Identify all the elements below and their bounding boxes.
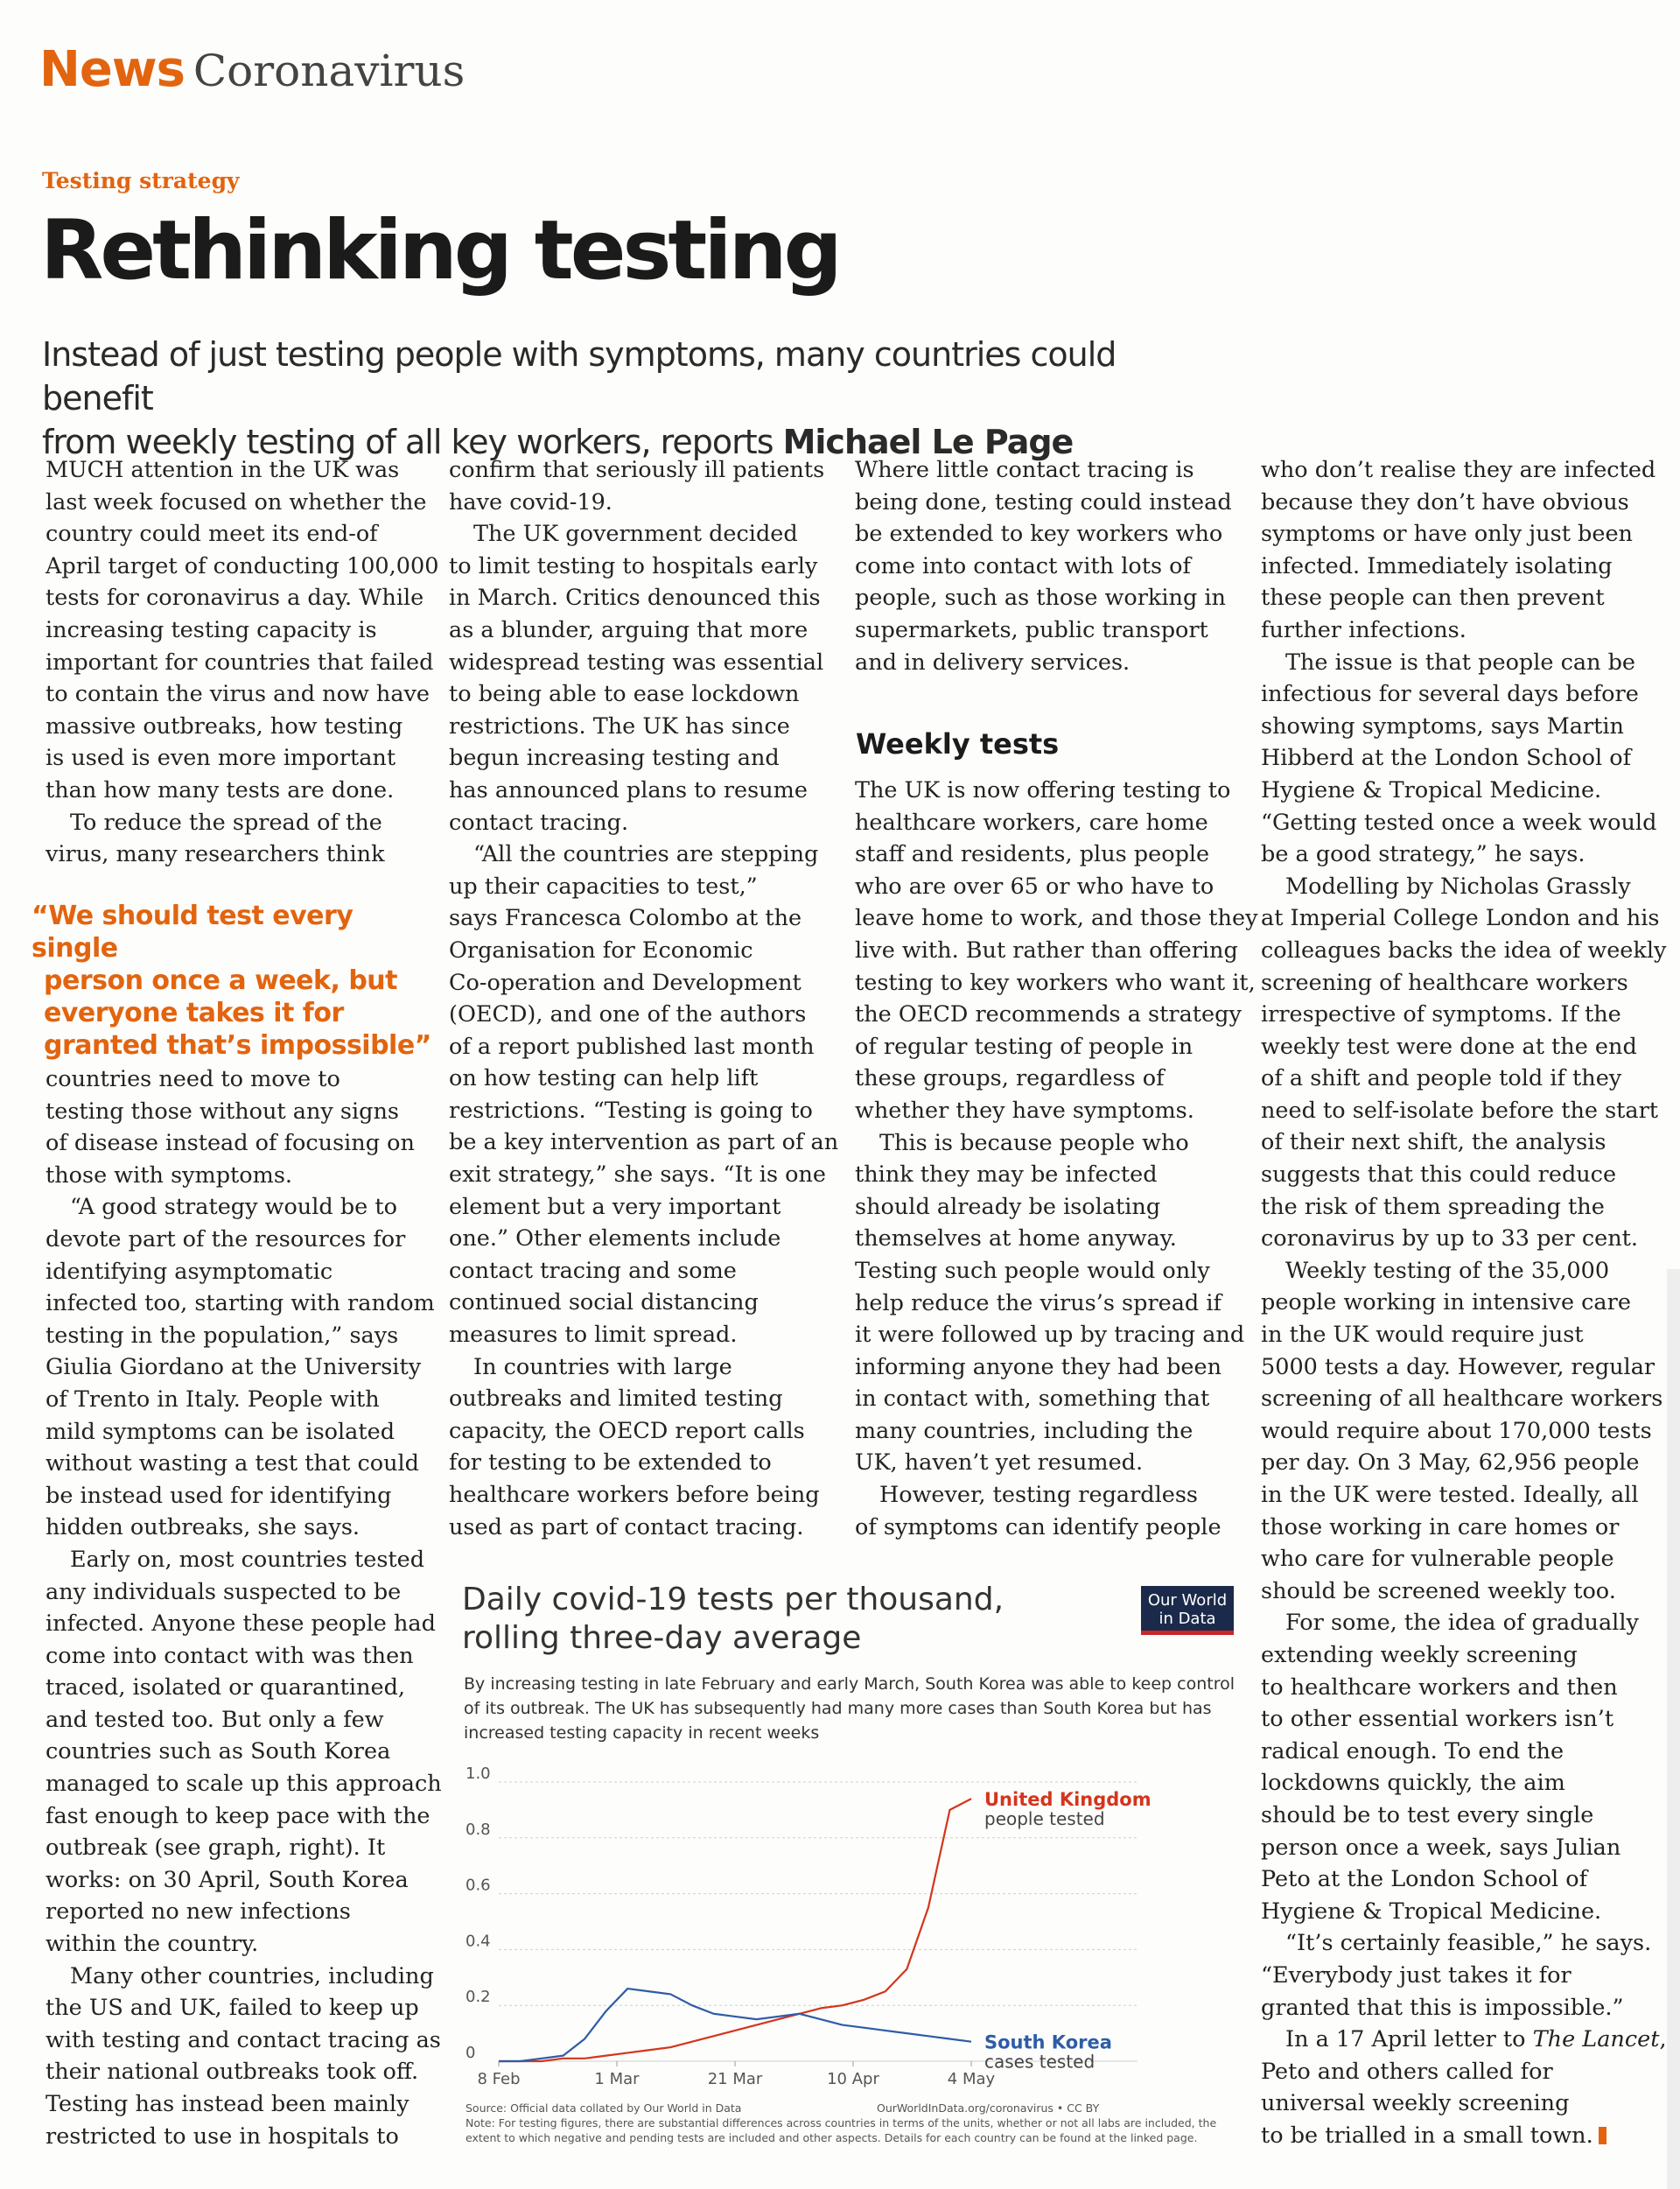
text-line: capacity, the OECD report calls	[449, 1417, 805, 1444]
text-line: Many other countries, including	[70, 1962, 434, 1989]
owid-logo-line-1: Our World	[1147, 1591, 1228, 1610]
text-line: have covid-19.	[449, 488, 612, 516]
standfirst-line-2-text: from weekly testing of all key workers, reports	[42, 423, 783, 461]
x-tick-label: 1 Mar	[594, 2070, 640, 2088]
text-line: further infections.	[1261, 616, 1466, 643]
text-line: increasing testing capacity is	[46, 616, 377, 643]
text-line: to be trialled in a small town.	[1261, 2120, 1667, 2152]
text-line: person once a week, says Julian	[1261, 1834, 1621, 1861]
text-line: healthcare workers before being	[449, 1482, 820, 1508]
text-line: Hygiene & Tropical Medicine.	[1261, 1898, 1602, 1925]
text-line: is used is even more important	[46, 745, 396, 772]
text-line: contact tracing and some	[449, 1257, 737, 1284]
text-line: of regular testing of people in	[855, 1033, 1194, 1060]
text-line: contact tracing.	[449, 809, 629, 836]
text-line: who care for vulnerable people	[1261, 1546, 1614, 1573]
text-line: radical enough. To end the	[1261, 1737, 1564, 1765]
text-line: This is because people who	[879, 1129, 1189, 1156]
text-line: restrictions. The UK has since	[449, 712, 790, 740]
text-line: tests for coronavirus a day. While	[46, 585, 424, 612]
text-line: to healthcare workers and then	[1261, 1673, 1618, 1701]
text-line: confirm that seriously ill patients	[449, 457, 825, 483]
text-line: to being able to ease lockdown	[449, 681, 800, 708]
text-line: exit strategy,” she says. “It is one	[449, 1161, 827, 1189]
text-line: To reduce the spread of the	[70, 809, 382, 836]
text-line: The issue is that people can be	[1285, 649, 1636, 676]
chart-source-left: Source: Official data collated by Our World in Data	[466, 2101, 742, 2115]
text-line: and in delivery services.	[855, 649, 1130, 676]
x-tick-label: 21 Mar	[707, 2070, 763, 2088]
text-line: element but a very important	[449, 1193, 781, 1220]
text-line: begun increasing testing and	[449, 745, 780, 772]
chart-note: Note: For testing figures, there are substantial differences across countries in terms of the units, whether or not all labs are included, the extent to which negative and pending tests are included and other aspects. Details for each country can be found at the linked page.	[466, 2116, 1217, 2144]
text-line: to contain the virus and now have	[46, 681, 430, 708]
text-line: restrictions. “Testing is going to	[449, 1097, 813, 1124]
section-label: News	[39, 41, 185, 98]
text-line: at Imperial College London and his	[1261, 905, 1660, 932]
y-tick-label: 1.0	[466, 1765, 491, 1783]
column-1-top	[46, 454, 438, 871]
text-line: For some, the idea of gradually	[1285, 1610, 1639, 1637]
text-line: should be to test every single	[1261, 1801, 1594, 1828]
text-line: screening of healthcare workers	[1261, 969, 1628, 996]
text-line: Modelling by Nicholas Grassly	[1285, 873, 1631, 900]
text-line: these groups, regardless of	[855, 1065, 1165, 1092]
text-line: be extended to key workers who	[855, 521, 1223, 548]
chart-source	[466, 2101, 1253, 2145]
y-tick-label: 0.4	[466, 1932, 491, 1951]
text-line: infectious for several days before	[1261, 681, 1639, 708]
text-line: managed to scale up this approach	[46, 1771, 442, 1798]
text-line: outbreaks and limited testing	[449, 1386, 783, 1413]
text-line: than how many tests are done.	[46, 776, 395, 803]
chart-description: By increasing testing in late February and early March, South Korea was able to keep control of its outbreak. The UK has subsequently had many more cases than South Korea but has increased testing capacity in recent weeks	[464, 1674, 1235, 1743]
text-line: being done, testing could instead	[855, 488, 1232, 516]
text-line: people, such as those working in	[855, 585, 1226, 612]
chart-title-line-1: Daily covid-19 tests per thousand,	[462, 1582, 1004, 1617]
author-name: Michael Le Page	[782, 423, 1074, 461]
text-line: be a good strategy,” he says.	[1261, 841, 1586, 868]
text-line: MUCH attention in the UK was	[46, 457, 400, 483]
chart-source-right: OurWorldInData.org/coronavirus • CC BY	[877, 2101, 1100, 2115]
text-line: on how testing can help lift	[449, 1065, 759, 1092]
text-line: who don’t realise they are infected	[1261, 457, 1656, 483]
text-line: as a blunder, arguing that more	[449, 616, 808, 643]
text-line: infected. Immediately isolating	[1261, 552, 1613, 579]
page-edge	[1667, 1269, 1680, 2189]
text-line: need to self-isolate before the start	[1261, 1097, 1659, 1124]
text-line: any individuals suspected to be	[46, 1578, 402, 1605]
subhead-weekly-tests: Weekly tests	[856, 727, 1060, 761]
text-line: works: on 30 April, South Korea	[46, 1866, 409, 1893]
text-line: continued social distancing	[449, 1289, 759, 1316]
y-tick-label: 0	[466, 2044, 476, 2062]
text-line: live with. But rather than offering	[855, 937, 1238, 964]
text-line: Organisation for Economic	[449, 937, 753, 964]
standfirst-line-1: Instead of just testing people with symptoms, many countries could benefit	[42, 335, 1116, 417]
text-line: be a key intervention as part of an	[449, 1129, 839, 1156]
text-line: Testing such people would only	[855, 1257, 1210, 1284]
text-line: UK, haven’t yet resumed.	[855, 1449, 1144, 1477]
text-line: weekly test were done at the end	[1261, 1033, 1637, 1060]
text-line: should be screened weekly too.	[1261, 1577, 1616, 1604]
pull-quote-line: “We should test every single	[32, 901, 354, 964]
text-line: says Francesca Colombo at the	[449, 905, 802, 932]
text-line: people working in intensive care	[1261, 1289, 1631, 1316]
text-line: virus, many researchers think	[46, 841, 385, 868]
text-line: one.” Other elements include	[449, 1225, 781, 1252]
text-line: of a report published last month	[449, 1033, 815, 1060]
text-line: Early on, most countries tested	[70, 1546, 425, 1573]
text-line: infected. Anyone these people had	[46, 1610, 436, 1638]
pull-quote-line: granted that’s impossible”	[44, 1030, 431, 1061]
text-line: lockdowns quickly, the aim	[1261, 1770, 1565, 1797]
text-line: The UK is now offering testing to	[855, 777, 1231, 803]
text-line: restricted to use in hospitals to	[46, 2122, 399, 2150]
text-line: screening of all healthcare workers	[1261, 1386, 1663, 1413]
text-line: Testing has instead been mainly	[46, 2091, 410, 2117]
x-tick-label: 10 Apr	[827, 2070, 879, 2088]
text-line: suggests that this could reduce	[1261, 1161, 1617, 1189]
text-line: reported no new infections	[46, 1898, 351, 1926]
text-line: identifying asymptomatic	[46, 1258, 333, 1285]
column-4	[1261, 454, 1667, 2151]
text-line: of disease instead of focusing on	[46, 1130, 415, 1157]
column-1-bottom	[46, 1063, 442, 2152]
text-line: help reduce the virus’s spread if	[855, 1289, 1222, 1316]
text-line: important for countries that failed	[46, 649, 434, 676]
text-line: widespread testing was essential	[449, 649, 824, 676]
text-line: within the country.	[46, 1931, 259, 1958]
text-line: “A good strategy would be to	[70, 1194, 397, 1221]
text-line: for testing to be extended to	[449, 1449, 772, 1477]
pull-quote-line: person once a week, but	[44, 965, 397, 996]
text-line: in contact with, something that	[855, 1386, 1210, 1413]
text-line: come into contact with was then	[46, 1642, 414, 1669]
pull-quote-line: everyone takes it for	[44, 998, 344, 1028]
text-line: mild symptoms can be isolated	[46, 1418, 396, 1445]
text-line: testing those without any signs	[46, 1098, 399, 1125]
text-line: in the UK would require just	[1261, 1322, 1584, 1349]
text-line: colleagues backs the idea of weekly	[1261, 937, 1667, 964]
standfirst	[42, 333, 1232, 464]
text-line: should already be isolating	[855, 1193, 1161, 1220]
text-line: Weekly testing of the 35,000	[1285, 1257, 1610, 1284]
text-line: extending weekly screening	[1261, 1641, 1578, 1668]
section-header	[39, 41, 466, 98]
text-line: to other essential workers isn’t	[1261, 1706, 1614, 1733]
text-line: would require about 170,000 tests	[1261, 1417, 1652, 1444]
text-line: many countries, including the	[855, 1417, 1194, 1444]
owid-logo-line-2: in Data	[1158, 1610, 1216, 1628]
text-line: “All the countries are stepping	[473, 841, 819, 868]
text-line: “It’s certainly feasible,” he says.	[1285, 1930, 1652, 1957]
text-line: informing anyone they had been	[855, 1353, 1222, 1380]
text-line: be instead used for identifying	[46, 1482, 392, 1509]
text-line: those working in care homes or	[1261, 1513, 1620, 1540]
text-line: showing symptoms, says Martin	[1261, 712, 1624, 740]
text-line: granted that this is impossible.”	[1261, 1994, 1624, 2021]
text-line: last week focused on whether the	[46, 488, 427, 516]
series-sublabel: people tested	[984, 1808, 1105, 1830]
text-line: measures to limit spread.	[449, 1322, 738, 1349]
text-line: with testing and contact tracing as	[46, 2026, 441, 2053]
text-line: their national outbreaks took off.	[46, 2059, 419, 2086]
text-line: Peto at the London School of	[1261, 1866, 1588, 1893]
text-line: has announced plans to resume	[449, 776, 808, 803]
text-line: 5000 tests a day. However, regular	[1261, 1353, 1656, 1380]
text-line: because they don’t have obvious	[1261, 488, 1629, 516]
text-line: testing in the population,” says	[46, 1322, 399, 1349]
text-line: themselves at home anyway.	[855, 1225, 1177, 1252]
text-line: of a shift and people told if they	[1261, 1065, 1622, 1092]
x-tick-label: 4 May	[947, 2070, 996, 2088]
text-line: these people can then prevent	[1261, 585, 1605, 612]
x-tick-label: 8 Feb	[477, 2070, 521, 2088]
text-line: countries such as South Korea	[46, 1738, 391, 1765]
text-line: those with symptoms.	[46, 1161, 293, 1189]
text-line: Co-operation and Development	[449, 969, 802, 996]
text-line: “Everybody just takes it for	[1261, 1961, 1572, 1989]
series-line-south-korea	[499, 1989, 971, 2061]
text-line: Hibberd at the London School of	[1261, 745, 1632, 772]
text-line: country could meet its end-of	[46, 521, 378, 548]
text-line: In countries with large	[473, 1353, 732, 1380]
text-line: who are over 65 or who have to	[855, 873, 1214, 900]
text-line: it were followed up by tracing and	[855, 1322, 1245, 1349]
text-line: up their capacities to test,”	[449, 873, 758, 900]
end-mark	[1599, 2127, 1606, 2144]
text-line: the OECD recommends a strategy	[855, 1001, 1242, 1028]
series-label: United Kingdom	[984, 1789, 1152, 1811]
y-tick-label: 0.6	[466, 1876, 491, 1895]
text-line: traced, isolated or quarantined,	[46, 1674, 406, 1701]
section-topic: Coronavirus	[192, 46, 466, 96]
text-line: coronavirus by up to 33 per cent.	[1261, 1225, 1638, 1252]
text-line: used as part of contact tracing.	[449, 1513, 804, 1540]
text-line: Where little contact tracing is	[855, 457, 1194, 483]
text-line: Giulia Giordano at the University	[46, 1354, 422, 1381]
text-line: symptoms or have only just been	[1261, 521, 1633, 548]
y-tick-label: 0.2	[466, 1988, 491, 2007]
text-line: of their next shift, the analysis	[1261, 1129, 1606, 1156]
column-2	[449, 454, 838, 1543]
text-line: whether they have symptoms.	[855, 1097, 1194, 1124]
text-line: irrespective of symptoms. If the	[1261, 1001, 1621, 1028]
text-line: per day. On 3 May, 62,956 people	[1261, 1449, 1640, 1477]
text-line: in the UK were tested. Ideally, all	[1261, 1482, 1639, 1508]
series-label: South Korea	[984, 2031, 1112, 2053]
text-line: Hygiene & Tropical Medicine.	[1261, 776, 1602, 803]
text-line: come into contact with lots of	[855, 552, 1191, 579]
text-line: of Trento in Italy. People with	[46, 1386, 380, 1413]
text-line: think they may be infected	[855, 1161, 1158, 1189]
text-line: massive outbreaks, how testing	[46, 712, 403, 740]
text-line: the US and UK, failed to keep up	[46, 1995, 419, 2022]
tests-chart	[455, 1575, 1242, 2162]
text-line: hidden outbreaks, she says.	[46, 1514, 360, 1541]
text-line: fast enough to keep pace with the	[46, 1802, 430, 1829]
column-3-bottom	[855, 775, 1257, 1543]
text-line: without wasting a test that could	[46, 1450, 420, 1477]
text-line: of symptoms can identify people	[855, 1513, 1222, 1540]
pull-quote	[32, 900, 434, 1062]
text-line: The UK government decided	[473, 521, 798, 548]
text-line: outbreak (see graph, right). It	[46, 1835, 386, 1862]
text-line: healthcare workers, care home	[855, 809, 1208, 836]
text-line: leave home to work, and those they	[855, 905, 1258, 932]
y-tick-label: 0.8	[466, 1820, 491, 1839]
chart-plot	[455, 1575, 1242, 2101]
text-line: Peto and others called for	[1261, 2058, 1553, 2085]
headline: Rethinking testing	[40, 203, 839, 298]
text-line: However, testing regardless	[879, 1482, 1199, 1509]
text-line: the risk of them spreading the	[1261, 1193, 1605, 1220]
series-sublabel: cases tested	[984, 2051, 1096, 2073]
text-line: In a 17 April letter to The Lancet,	[1285, 2026, 1667, 2053]
chart-title-line-2: rolling three-day average	[462, 1620, 862, 1656]
text-line: supermarkets, public transport	[855, 616, 1208, 643]
text-line: and tested too. But only a few	[46, 1706, 384, 1733]
text-line: “Getting tested once a week would	[1261, 809, 1657, 836]
text-line: infected too, starting with random	[46, 1290, 435, 1317]
text-line: (OECD), and one of the authors	[449, 1001, 807, 1028]
text-line: countries need to move to	[46, 1066, 340, 1092]
text-line: staff and residents, plus people	[855, 841, 1210, 868]
chart-source-row	[466, 2101, 1253, 2115]
journal-name: The Lancet	[1532, 2026, 1660, 2053]
text-line: devote part of the resources for	[46, 1225, 406, 1252]
kicker: Testing strategy	[42, 168, 240, 193]
text-line: April target of conducting 100,000	[46, 552, 439, 579]
text-line: universal weekly screening	[1261, 2090, 1570, 2117]
text-line: testing to key workers who want it,	[855, 969, 1256, 996]
text-line: to limit testing to hospitals early	[449, 552, 818, 579]
text-line: in March. Critics denounced this	[449, 585, 821, 612]
column-3-top	[855, 454, 1232, 678]
